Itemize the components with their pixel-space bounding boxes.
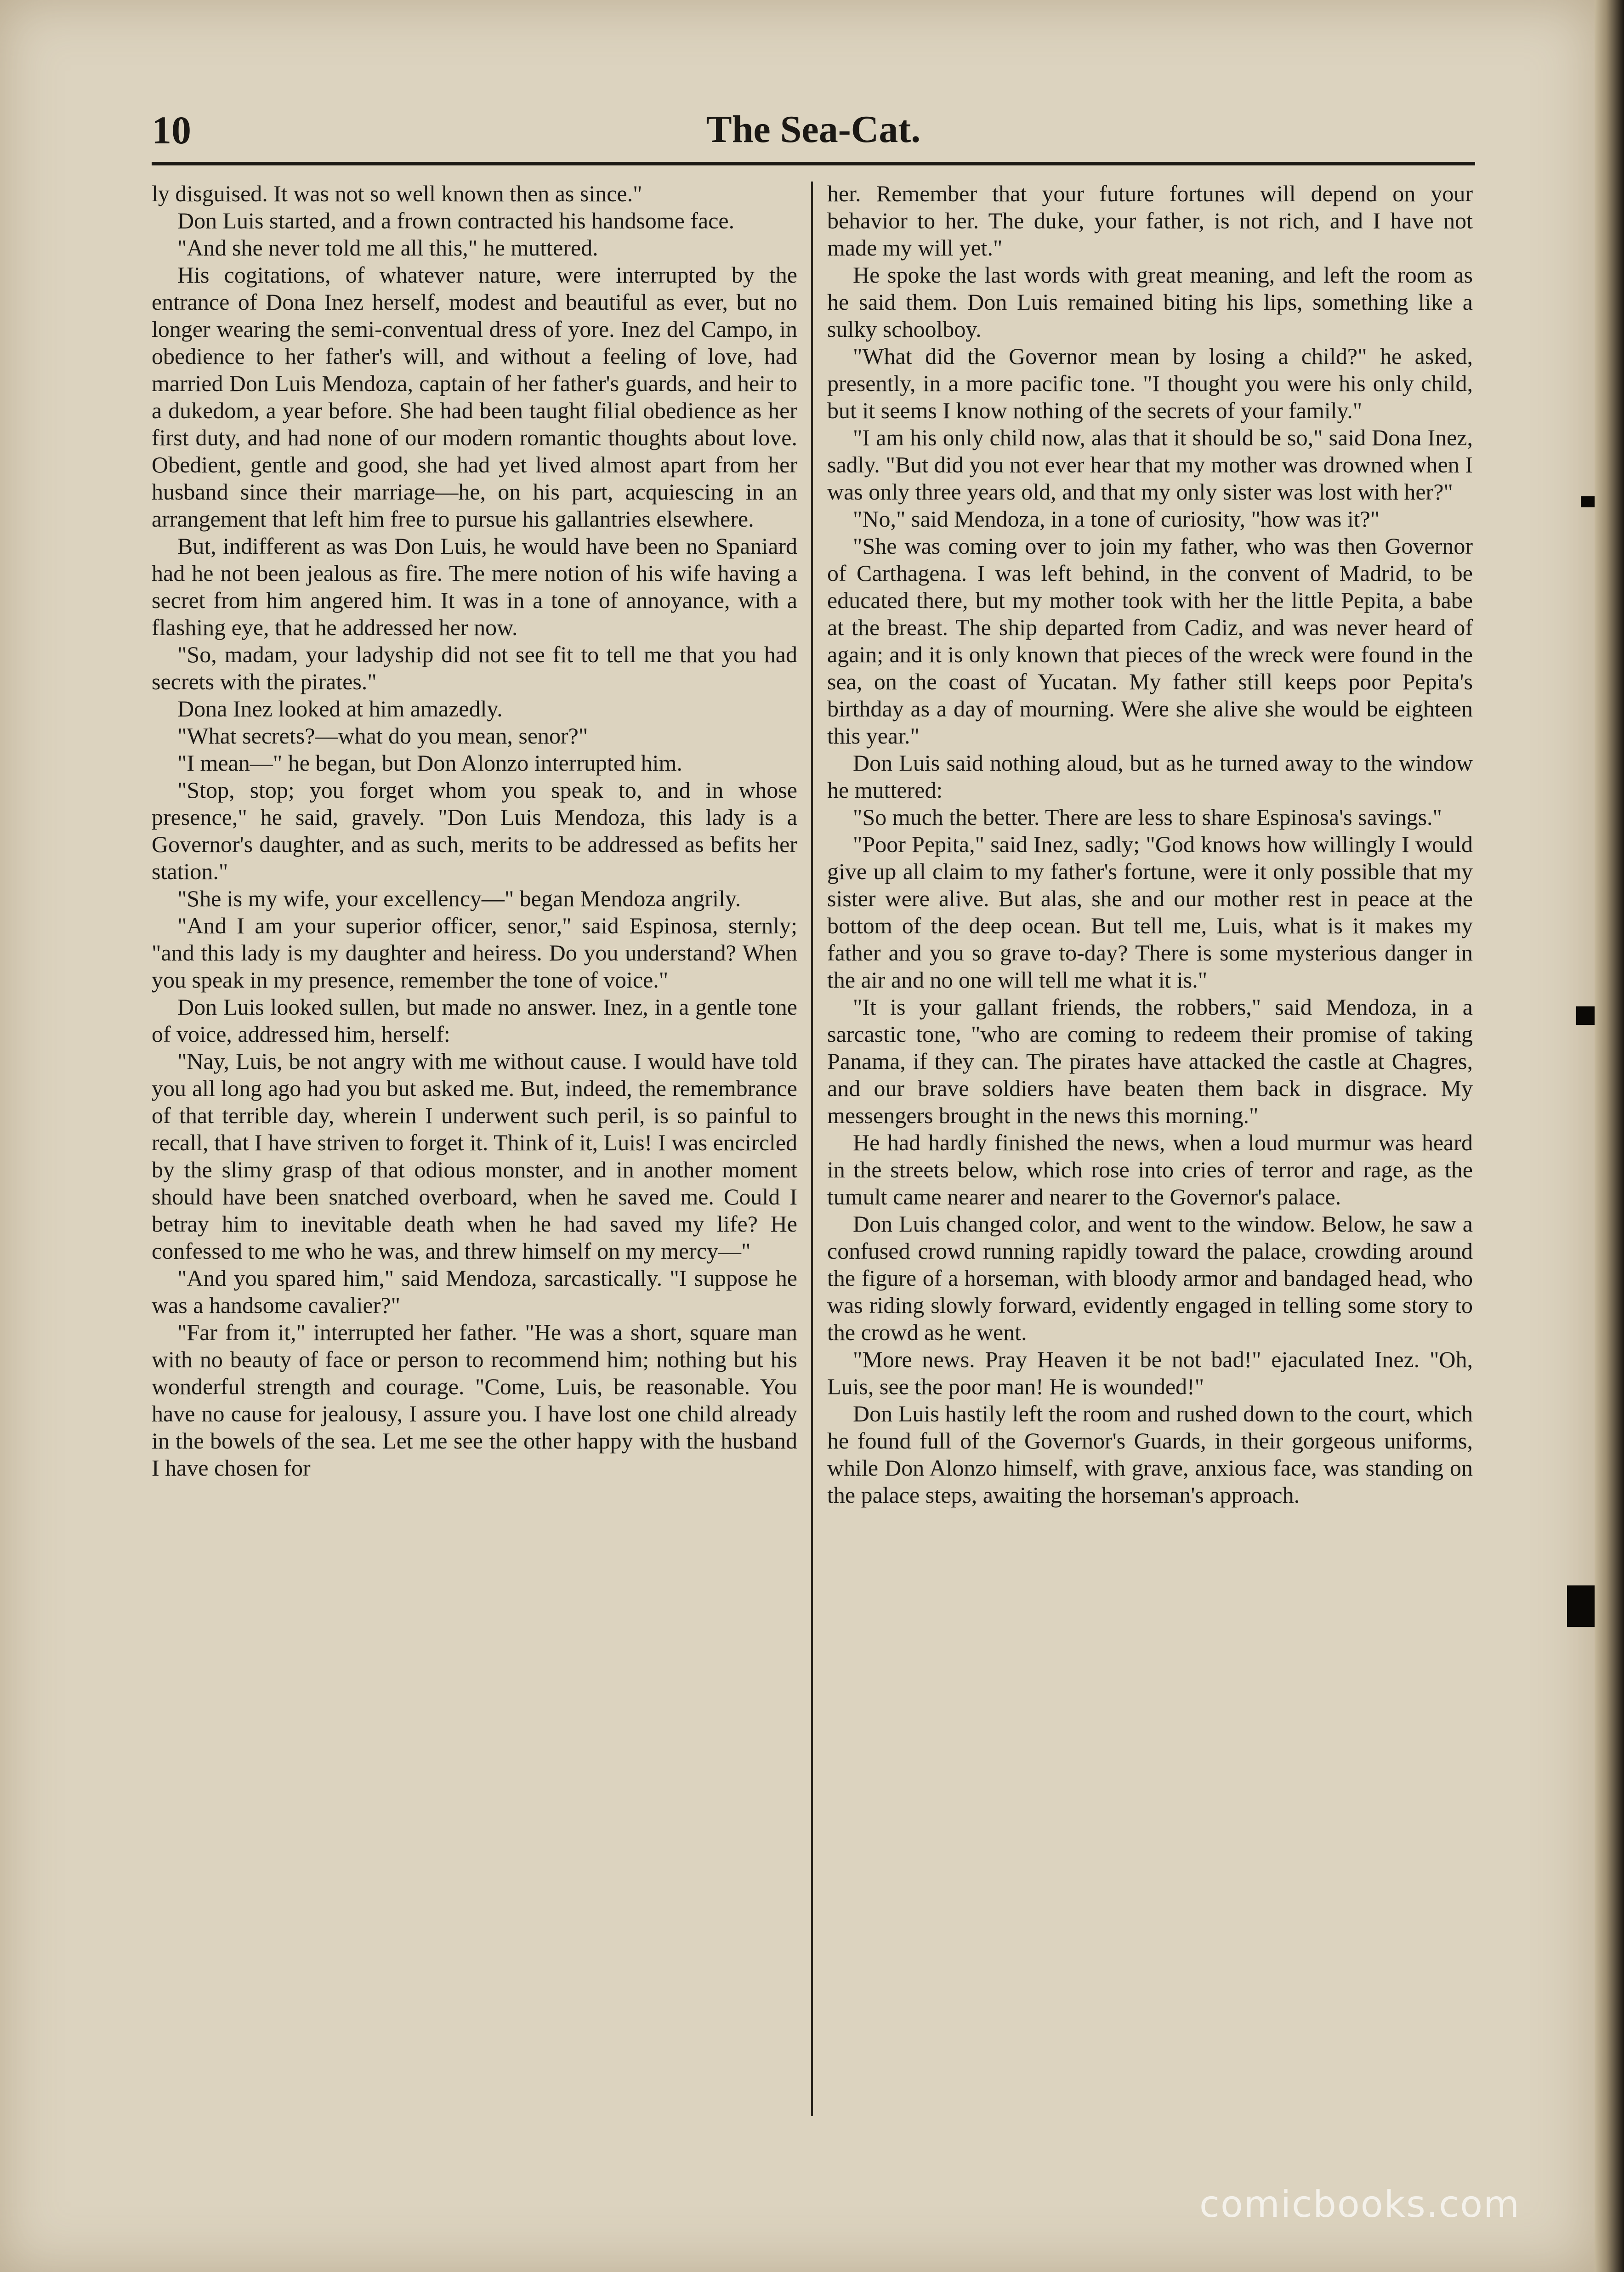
right-column bbox=[827, 180, 1473, 2115]
paragraph: Don Luis hastily left the room and rushed down to the court, which he found full of the Governor's Guards, in their gorgeous uniforms, while Don Alonzo himself, with grave, anxious face, was standing on the palace steps, awaiting the horseman's approach. bbox=[827, 1401, 1473, 1508]
paragraph: "I am his only child now, alas that it should be so," said Dona Inez, sadly. "But did you not ever hear that my mother was drowned when I was only three years old, and that my only sister was lost with her?" bbox=[827, 425, 1473, 505]
paragraph: "And you spared him," said Mendoza, sarcastically. "I suppose he was a handsome cavalier?" bbox=[152, 1265, 797, 1318]
paragraph: "Stop, stop; you forget whom you speak to, and in whose presence," he said, gravely. "Don Luis Mendoza, this lady is a Governor's daughter, and as such, merits to be addressed as befits her station." bbox=[152, 777, 797, 884]
left-column bbox=[152, 180, 797, 2115]
paragraph: Don Luis started, and a frown contracted his handsome face. bbox=[177, 208, 735, 233]
paragraph: "More news. Pray Heaven it be not bad!" ejaculated Inez. "Oh, Luis, see the poor man! He is wounded!" bbox=[827, 1346, 1473, 1399]
paragraph: "No," said Mendoza, in a tone of curiosity, "how was it?" bbox=[853, 506, 1380, 532]
paragraph: His cogitations, of whatever nature, were interrupted by the entrance of Dona Inez herself, modest and beautiful as ever, but no longer wearing the semi-conventual dress of yore. Inez del Campo, in obedience to her father's will, and without a feeling of love, had married Don Luis Mendoza, captain of her father's guards, and heir to a dukedom, a year before. She had been taught filial obedience as her first duty, and had none of our modern romantic thoughts about love. Obedient, gentle and good, she had yet lived almost apart from her husband since their marriage—he, on his part, acquiescing in an arrangement that left him free to pursue his gallantries elsewhere. bbox=[152, 262, 797, 532]
paragraph: "So much the better. There are less to share Espinosa's savings." bbox=[853, 804, 1442, 830]
page-header bbox=[152, 99, 1475, 159]
paragraph: "Poor Pepita," said Inez, sadly; "God knows how willingly I would give up all claim to my father's fortune, were it only possible that my sister were alive. But alas, she and our mother rest in peace at the bottom of the deep ocean. But tell me, Luis, what is it makes my father and you so grave to-day? There is some mysterious danger in the air and no one will tell me what it is." bbox=[827, 831, 1473, 993]
paragraph: But, indifferent as was Don Luis, he would have been no Spaniard had he not been jealous as fire. The mere notion of his wife having a secret from him angered him. It was in a tone of annoyance, with a flashing eye, that he addressed her now. bbox=[152, 533, 797, 640]
paragraph: He had hardly finished the news, when a loud murmur was heard in the streets below, which rose into cries of terror and rage, as the tumult came nearer and nearer to the Governor's palace. bbox=[827, 1130, 1473, 1210]
column-divider bbox=[811, 182, 813, 2116]
paragraph: Don Luis looked sullen, but made no answer. Inez, in a gentle tone of voice, addressed him, herself: bbox=[152, 994, 797, 1047]
paragraph: "And I am your superior officer, senor," said Espinosa, sternly; "and this lady is my daughter and heiress. Do you understand? When you speak in my presence, remember the tone of voice." bbox=[152, 913, 797, 993]
paragraph: Dona Inez looked at him amazedly. bbox=[177, 696, 503, 721]
paragraph: "She is my wife, your excellency—" began Mendoza angrily. bbox=[177, 886, 741, 911]
paragraph: her. Remember that your future fortunes will depend on your behavior to her. The duke, your father, is not rich, and I have not made my will yet." bbox=[827, 181, 1473, 261]
paragraph: He spoke the last words with great meaning, and left the room as he said them. Don Luis remained biting his lips, something like a sulky schoolboy. bbox=[827, 262, 1473, 342]
paragraph: "Nay, Luis, be not angry with me without cause. I would have told you all long ago had you but asked me. But, indeed, the remembrance of that terrible day, wherein I underwent such peril, is so painful to recall, that I have striven to forget it. Think of it, Luis! I was encircled by the slimy grasp of that odious monster, and in another moment should have been snatched overboard, when he saved me. Could I betray him to inevitable death when he had saved my life? He confessed to me who he was, and threw himself on my mercy—" bbox=[152, 1048, 797, 1264]
paragraph: Don Luis changed color, and went to the window. Below, he saw a confused crowd running rapidly toward the palace, crowding around the figure of a horseman, with bloody armor and bandaged head, who was riding slowly forward, evidently engaged in telling some story to the crowd as he went. bbox=[827, 1211, 1473, 1345]
paragraph: "What did the Governor mean by losing a child?" he asked, presently, in a more pacific tone. "I thought you were his only child, but it seems I know nothing of the secrets of your family." bbox=[827, 343, 1473, 423]
paragraph: "I mean—" he began, but Don Alonzo interrupted him. bbox=[177, 750, 682, 776]
page-number: 10 bbox=[152, 108, 191, 152]
paragraph: ly disguised. It was not so well known then as since." bbox=[152, 181, 642, 206]
paragraph: "So, madam, your ladyship did not see fit to tell me that you had secrets with the pirates." bbox=[152, 642, 797, 694]
paragraph: "Far from it," interrupted her father. "He was a short, square man with no beauty of face or person to recommend him; nothing but his wonderful strength and courage. "Come, Luis, be reasonable. You have no cause for jealousy, I assure you. I have lost one child already in the bowels of the sea. Let me see the other happy with the husband I have chosen for bbox=[152, 1319, 797, 1481]
header-rule bbox=[152, 162, 1475, 165]
page-gutter bbox=[1595, 0, 1624, 2272]
paragraph: "She was coming over to join my father, who was then Governor of Carthagena. I was left behind, in the convent of Madrid, to be educated there, but my mother took with her the little Pepita, a babe at the breast. The ship departed from Cadiz, and was never heard of again; and it is only known that pieces of the wreck were found in the sea, on the coast of Yucatan. My father still keeps poor Pepita's birthday as a day of mourning. Were she alive she would be eighteen this year." bbox=[827, 533, 1473, 749]
paragraph: "What secrets?—what do you mean, senor?" bbox=[177, 723, 588, 749]
watermark: comicbooks.com bbox=[1199, 2183, 1521, 2226]
paragraph: "It is your gallant friends, the robbers," said Mendoza, in a sarcastic tone, "who are coming to redeem their promise of taking Panama, if they can. The pirates have attacked the castle at Chagres, and our brave soldiers have beaten them back in disgrace. My messengers brought in the news this morning." bbox=[827, 994, 1473, 1128]
running-title: The Sea-Cat. bbox=[706, 108, 921, 151]
paragraph: Don Luis said nothing aloud, but as he turned away to the window he muttered: bbox=[827, 750, 1473, 803]
paragraph: "And she never told me all this," he muttered. bbox=[177, 235, 598, 261]
